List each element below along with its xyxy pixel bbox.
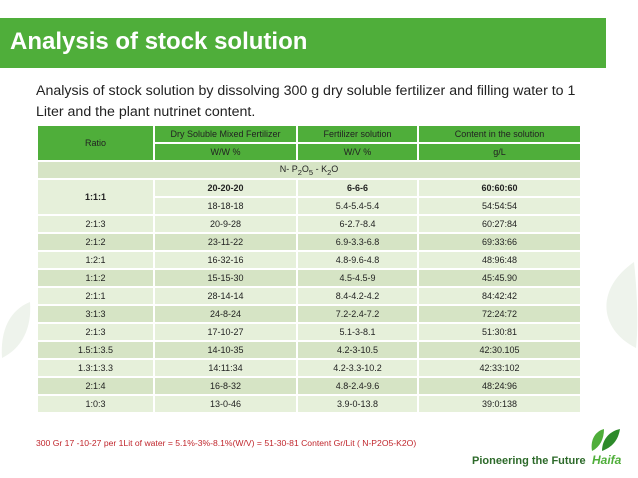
- ratio-cell: 1:0:3: [38, 396, 153, 412]
- solution-cell: 4.5-4.5-9: [298, 270, 417, 286]
- content-cell: 54:54:54: [419, 198, 580, 214]
- ratio-cell: 2:1:3: [38, 216, 153, 232]
- header-solution: Fertilizer solution: [298, 126, 417, 142]
- content-cell: 42:30.105: [419, 342, 580, 358]
- ratio-cell: 1:1:2: [38, 270, 153, 286]
- fertilizer-cell: 28-14-14: [155, 288, 296, 304]
- ratio-cell: 1.3:1:3.3: [38, 360, 153, 376]
- solution-cell: 4.2-3-10.5: [298, 342, 417, 358]
- ratio-cell: 2:1:2: [38, 234, 153, 250]
- brand-logo-text: Haifa: [592, 453, 622, 467]
- leaf-icon: [0, 300, 34, 360]
- solution-cell: 8.4-4.2-4.2: [298, 288, 417, 304]
- fertilizer-cell: 20-20-20: [155, 180, 296, 196]
- table-row: [38, 270, 580, 286]
- analysis-table: [36, 124, 582, 414]
- fertilizer-cell: 18-18-18: [155, 198, 296, 214]
- table-row: [38, 306, 580, 322]
- table-row: [38, 396, 580, 412]
- solution-cell: 6.9-3.3-6.8: [298, 234, 417, 250]
- solution-cell: 5.4-5.4-5.4: [298, 198, 417, 214]
- fertilizer-cell: 14:11:34: [155, 360, 296, 376]
- fertilizer-cell: 23-11-22: [155, 234, 296, 250]
- fertilizer-cell: 15-15-30: [155, 270, 296, 286]
- header-fertilizer: Dry Soluble Mixed Fertilizer: [155, 126, 296, 142]
- content-cell: 60:27:84: [419, 216, 580, 232]
- solution-cell: 4.8-9.6-4.8: [298, 252, 417, 268]
- fertilizer-cell: 14-10-35: [155, 342, 296, 358]
- footer-slogan: Pioneering the Future: [472, 455, 586, 467]
- page-title: Analysis of stock solution: [10, 28, 308, 55]
- npk-row: N- $P_2O_5 - K_2O$: [38, 162, 580, 178]
- content-cell: 60:60:60: [419, 180, 580, 196]
- intro-text: Analysis of stock solution by dissolving 300 g dry soluble fertilizer and filling water to 1 Liter and the plant nutrinet content.: [36, 83, 576, 120]
- ratio-cell: 3:1:3: [38, 306, 153, 322]
- fertilizer-cell: 13-0-46: [155, 396, 296, 412]
- table-row: [38, 324, 580, 340]
- table-row: [38, 360, 580, 376]
- table-row: [38, 288, 580, 304]
- unit-content: g/L: [419, 144, 580, 160]
- title-banner: [0, 18, 606, 68]
- solution-cell: 3.9-0-13.8: [298, 396, 417, 412]
- table-row: [38, 378, 580, 394]
- content-cell: 72:24:72: [419, 306, 580, 322]
- solution-cell: 5.1-3-8.1: [298, 324, 417, 340]
- ratio-cell: 1:2:1: [38, 252, 153, 268]
- content-cell: 69:33:66: [419, 234, 580, 250]
- solution-cell: 6-2.7-8.4: [298, 216, 417, 232]
- fertilizer-cell: 16-32-16: [155, 252, 296, 268]
- content-cell: 48:96:48: [419, 252, 580, 268]
- leaf-icon: [590, 260, 638, 350]
- header-content: Content in the solution: [419, 126, 580, 142]
- table-row: [38, 216, 580, 232]
- content-cell: 39:0:138: [419, 396, 580, 412]
- table-row: [38, 234, 580, 250]
- unit-solution: W/V %: [298, 144, 417, 160]
- ratio-cell: 1.5:1:3.5: [38, 342, 153, 358]
- ratio-cell: 2:1:1: [38, 288, 153, 304]
- content-cell: 45:45.90: [419, 270, 580, 286]
- solution-cell: 4.2-3.3-10.2: [298, 360, 417, 376]
- ratio-cell: 2:1:4: [38, 378, 153, 394]
- ratio-cell: 2:1:3: [38, 324, 153, 340]
- unit-fertilizer: W/W %: [155, 144, 296, 160]
- header-ratio: Ratio: [38, 126, 153, 160]
- fertilizer-cell: 20-9-28: [155, 216, 296, 232]
- content-cell: 42:33:102: [419, 360, 580, 376]
- fertilizer-cell: 17-10-27: [155, 324, 296, 340]
- content-cell: 51:30:81: [419, 324, 580, 340]
- ratio-cell: 1:1:1: [38, 180, 153, 214]
- table-row: [38, 342, 580, 358]
- content-cell: 84:42:42: [419, 288, 580, 304]
- solution-cell: 6-6-6: [298, 180, 417, 196]
- footnote: 300 Gr 17 -10-27 per 1Lit of water = 5.1%-3%-8.1%(W/V) = 51-30-81 Content Gr/Lit ( N-P2O5-K2O): [36, 438, 417, 448]
- fertilizer-cell: 24-8-24: [155, 306, 296, 322]
- solution-cell: 7.2-2.4-7.2: [298, 306, 417, 322]
- table-row: [38, 252, 580, 268]
- fertilizer-cell: 16-8-32: [155, 378, 296, 394]
- content-cell: 48:24:96: [419, 378, 580, 394]
- haifa-logo-icon: [588, 425, 624, 453]
- solution-cell: 4.8-2.4-9.6: [298, 378, 417, 394]
